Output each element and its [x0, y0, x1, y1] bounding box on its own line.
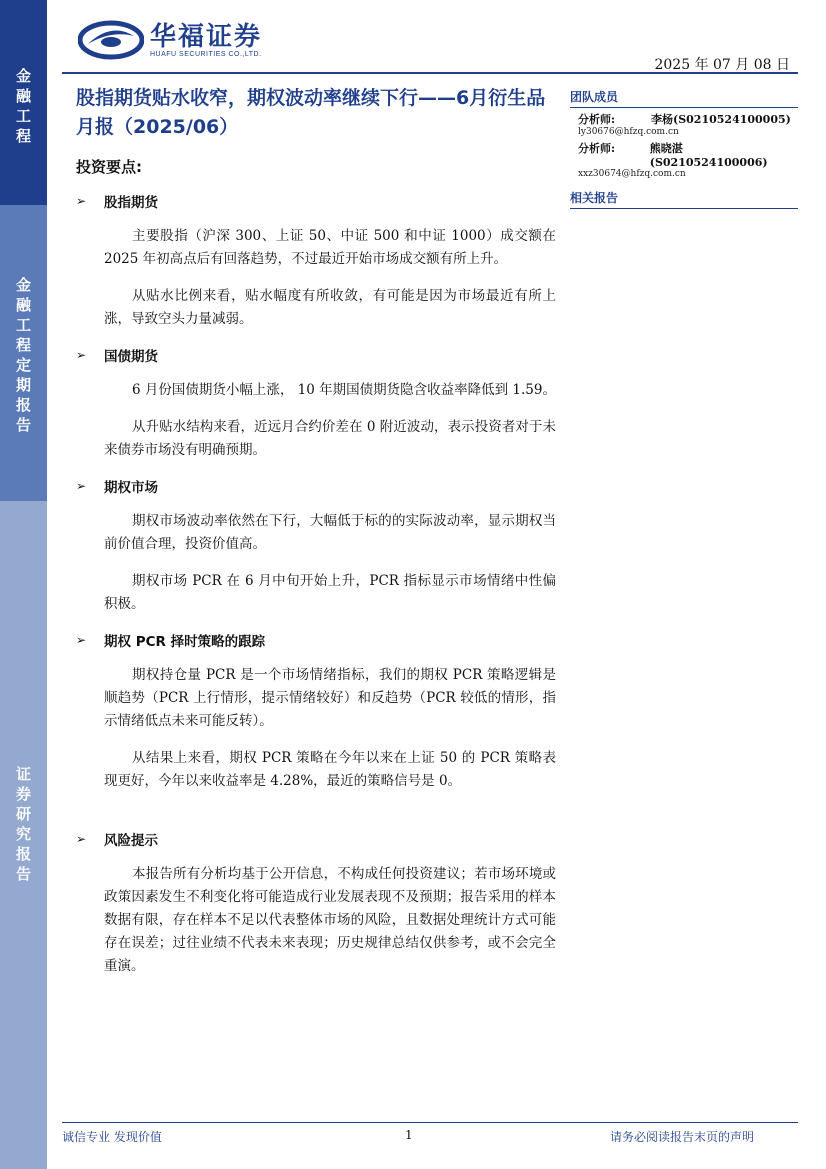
page-number: 1	[405, 1128, 413, 1142]
analyst-1: 分析师: 李杨(S0210524100005) ly30676@hfzq.com.cn	[570, 111, 798, 137]
report-date: 2025 年 07 月 08 日	[654, 57, 790, 73]
bullet-arrow-icon: ➢	[76, 479, 87, 493]
section-paragraph: 从升贴水结构来看，近远月合约价差在 0 附近波动，表示投资者对于未来债券市场没有明确预期。	[104, 419, 556, 458]
section-paragraph: 期权持仓量 PCR 是一个市场情绪指标，我们的期权 PCR 策略逻辑是顺趋势（PCR 上行情形，提示情绪较好）和反趋势（PCR 较低的情形，指示情绪低点未来可能反转）。	[104, 667, 556, 729]
company-logo	[78, 20, 262, 60]
analyst-name: 熊晓湛(S0210524100006)	[649, 142, 768, 169]
sidebar-segment-middle: 金融工程定期报告	[0, 205, 47, 501]
section-heading: ➢ 风险提示	[76, 832, 158, 849]
section-paragraph: 期权市场波动率依然在下行，大幅低于标的的实际波动率，显示期权当前价值合理，投资价值高。	[104, 513, 556, 552]
section-paragraph: 从结果上来看，期权 PCR 策略在今年以来在上证 50 的 PCR 策略表现更好，今年以来收益率是 4.28%，最近的策略信号是 0。	[104, 750, 556, 789]
footer-slogan: 诚信专业 发现价值	[62, 1130, 162, 1144]
section-paragraph: 6 月份国债期货小幅上涨， 10 年期国债期货隐含收益率降低到 1.59。	[132, 382, 556, 398]
related-reports-heading: 相关报告	[570, 189, 798, 209]
section-paragraph: 期权市场 PCR 在 6 月中旬开始上升，PCR 指标显示市场情绪中性偏积极。	[104, 573, 556, 612]
footer-disclaimer: 请务必阅读报告末页的声明	[609, 1130, 754, 1144]
analyst-email[interactable]: xxz30674@hfzq.com.cn	[578, 169, 686, 179]
bullet-arrow-icon: ➢	[76, 832, 87, 846]
bullet-arrow-icon: ➢	[76, 633, 87, 647]
analyst-name: 李杨(S0210524100005)	[651, 113, 791, 126]
main-content	[76, 84, 556, 978]
logo-en-text: HUAFU SECURITIES CO.,LTD.	[150, 50, 262, 58]
team-heading: 团队成员	[570, 88, 798, 108]
logo-cn-text: 华福证券	[150, 21, 263, 52]
section-paragraph: 主要股指（沪深 300、上证 50、中证 500 和中证 1000）成交额在 2025 年初高点后有回落趋势，不过最近开始市场成交额有所上升。	[104, 228, 556, 267]
sidebar-segment-bottom: 证券研究报告	[0, 501, 47, 1169]
sections-list	[76, 191, 556, 978]
sidebar	[0, 0, 47, 1169]
bullet-arrow-icon: ➢	[76, 194, 87, 208]
bullet-arrow-icon: ➢	[76, 348, 87, 362]
section-heading: ➢ 期权市场	[76, 479, 158, 496]
section-paragraph: 从贴水比例来看，贴水幅度有所收敛，有可能是因为市场最近有所上涨，导致空头力量减弱。	[104, 288, 556, 327]
key-points-heading: 投资要点:	[76, 158, 142, 176]
footer-divider	[62, 1122, 798, 1123]
sidebar-segment-top: 金融工程	[0, 0, 47, 205]
logo-icon	[78, 20, 144, 60]
section-heading: ➢ 期权 PCR 择时策略的跟踪	[76, 633, 266, 650]
section-heading: ➢ 股指期货	[76, 194, 158, 211]
section-heading: ➢ 国债期货	[76, 348, 158, 365]
header-divider	[62, 72, 798, 74]
analyst-2: 分析师: 熊晓湛(S0210524100006) xxz30674@hfzq.com.cn	[570, 140, 798, 179]
section-paragraph: 本报告所有分析均基于公开信息，不构成任何投资建议；若市场环境或政策因素发生不利变化将可能造成行业发展表现不及预期；报告采用的样本数据有限，存在样本不足以代表整体市场的风险，且数据处理统计方式可能存在误差；过往业绩不代表未来表现；历史规律总结仅供参考，或不会完全重演。	[104, 866, 556, 974]
report-title: 股指期货贴水收窄，期权波动率继续下行——6月衍生品月报（2025/06）	[76, 87, 546, 138]
analyst-email[interactable]: ly30676@hfzq.com.cn	[578, 127, 679, 137]
team-panel	[570, 88, 798, 209]
